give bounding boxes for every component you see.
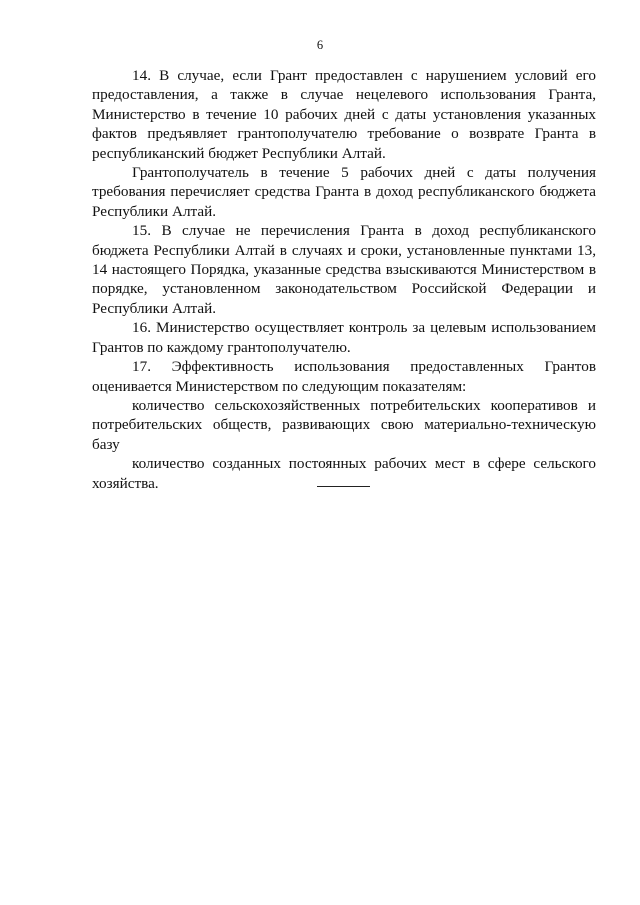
paragraph-16: 16. Министерство осуществляет контроль за целевым использованием Грантов по каждому грантополучателю. xyxy=(92,319,596,356)
paragraph-15: 15. В случае не перечисления Гранта в доход республиканского бюджета Республики Алтай в случаях и сроки, установленные пунктами 13, 14 настоящего Порядка, указанные средства взыскиваются Министерством в порядке, установленном законодательством Российской Федерации и Республики Алтай. xyxy=(92,222,596,317)
end-separator-line xyxy=(317,486,370,487)
indicator-jobs: количество созданных постоянных рабочих мест в сфере сельского хозяйства. xyxy=(92,455,596,492)
paragraph-14: 14. В случае, если Грант предоставлен с нарушением условий его предоставления, а также в случае нецелевого использования Гранта, Министерство в течение 10 рабочих дней с даты установления указанных фактов предъявляет грантополучателю требование о возврате Гранта в республиканский бюджет Республики Алтай. xyxy=(92,67,596,162)
indicator-cooperatives: количество сельскохозяйственных потребительских кооперативов и потребительских обществ, развивающих свою материально-техническую базу xyxy=(92,396,596,453)
paragraph-17: 17. Эффективность использования предоставленных Грантов оценивается Министерством по следующим показателям: xyxy=(92,358,596,395)
document-body xyxy=(92,66,596,493)
paragraph-14-continuation: Грантополучатель в течение 5 рабочих дней с даты получения требования перечисляет средства Гранта в доход республиканского бюджета Республики Алтай. xyxy=(92,164,596,220)
page-number: 6 xyxy=(316,38,324,52)
